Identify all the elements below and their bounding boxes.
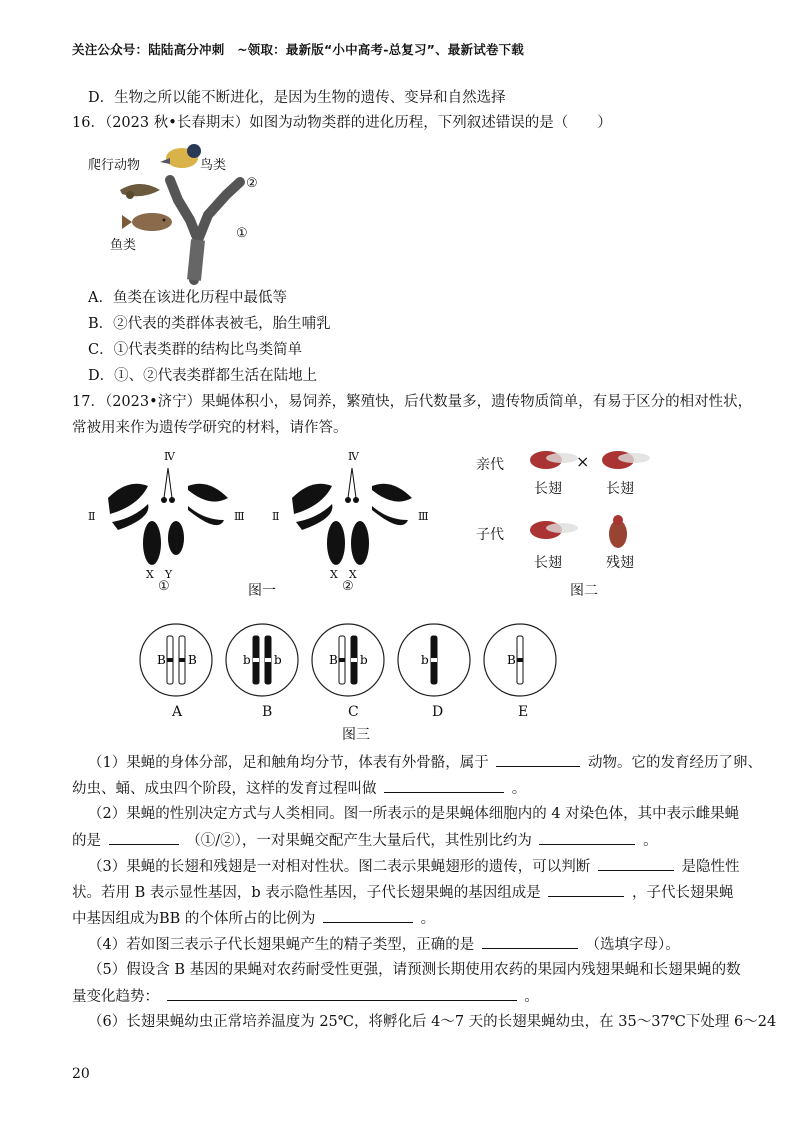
q17-p5-answer-blank[interactable] — [167, 986, 517, 1001]
fig3-allele-label: B — [188, 653, 197, 667]
fig1-left-sex-chromosomes: X Y — [146, 568, 173, 581]
q17-p3-line2 — [72, 882, 733, 903]
fig3-allele-label: b — [421, 653, 429, 667]
fig1-left-number: ① — [158, 579, 170, 594]
fig3-allele-label: b — [274, 653, 282, 667]
q17-p5-text-c: 。 — [524, 989, 539, 1005]
q17-p1-text-d: 。 — [511, 781, 527, 797]
fig2-offspring-label: 子代 — [476, 527, 504, 543]
q17-p3-text-b: 是隐性性 — [681, 859, 740, 875]
fig3-label-e: E — [518, 704, 529, 720]
label-fish: 鱼类 — [110, 238, 137, 253]
fig2-parent-label: 亲代 — [476, 457, 504, 473]
label-mark-1: ① — [236, 226, 248, 241]
q17-p3-text-d: ，子代长翅果蝇 — [631, 885, 734, 901]
q17-p4-line — [88, 934, 680, 955]
fig2-inheritance — [470, 448, 670, 598]
q17-p3-answer-blank-3[interactable] — [323, 908, 413, 923]
fig3-allele-label: B — [329, 653, 338, 667]
fig3-allele-label: B — [157, 653, 166, 667]
q17-p4-text-a: （4）若如图三表示子代长翅果蝇产生的精子类型，正确的是 — [88, 937, 475, 953]
q17-p3-answer-blank-1[interactable] — [598, 856, 674, 871]
q17-p2-text-d: 。 — [643, 833, 658, 849]
fig2-offspring1-trait: 长翅 — [534, 555, 562, 571]
fly-parent-2 — [602, 451, 650, 469]
q17-p2-line1: （2）果蝇的性别决定方式与人类相同。图一所表示的是果蝇体细胞内的 4 对染色体，其中表示雌果蝇 — [88, 806, 740, 822]
fig1-right-roman-ii: Ⅱ — [272, 510, 280, 523]
fig3-gene-locus — [265, 658, 271, 662]
fig3-gene-locus — [179, 658, 185, 662]
q17-p5-text-b: 量变化趋势： — [72, 989, 159, 1005]
fly-parent-1 — [530, 451, 578, 469]
fig1-left-roman-ii: Ⅱ — [88, 510, 96, 523]
fig3-label-a: A — [172, 704, 183, 720]
q17-p2-answer-blank-2[interactable] — [539, 830, 635, 845]
fig1-left-roman-iv: Ⅳ — [164, 450, 175, 463]
q17-stem-line1: 17．（2023•济宁）果蝇体积小，易饲养，繁殖快，后代数量多，遗传物质简单，有易于区分的相对性状， — [72, 394, 753, 410]
fig3-label-b: B — [262, 704, 273, 720]
fig2-parent1-trait: 长翅 — [534, 481, 562, 497]
fig1-chromosomes-left — [88, 448, 248, 598]
fig1-right-roman-iv: Ⅳ — [348, 450, 359, 463]
q16-stem: 16．（2023 秋•长春期末）如图为动物类群的进化历程，下列叙述错误的是（ ） — [72, 115, 612, 131]
label-reptile: 爬行动物 — [88, 158, 141, 173]
fig1-right-number: ② — [342, 579, 354, 594]
page-number: 20 — [72, 1066, 90, 1082]
fig3-allele-label: B — [507, 653, 516, 667]
fly-offspring-long — [530, 521, 578, 539]
previous-option-d: D．生物之所以能不断进化，是因为生物的遗传、变异和自然选择 — [88, 90, 506, 106]
fig1-left-roman-iii: Ⅲ — [234, 510, 245, 523]
q17-p1-line2 — [72, 778, 526, 799]
fig3-cell-a — [140, 624, 212, 696]
q17-p1-text-b: 动物。它的发育经历了卵、 — [587, 755, 762, 771]
fig1-caption: 图一 — [248, 583, 276, 599]
q17-p2-text-b: 的是 — [72, 833, 101, 849]
fig1-right-sex-chromosomes: X X — [330, 568, 357, 581]
fig3-gene-locus — [517, 658, 523, 662]
q17-p5-line2 — [72, 986, 539, 1007]
label-mark-2: ② — [246, 176, 258, 191]
fig3-gene-locus — [253, 658, 259, 662]
q17-p4-answer-blank[interactable] — [482, 934, 578, 949]
q16-option-c: C．①代表类群的结构比鸟类简单 — [88, 342, 303, 358]
fig1-right-roman-iii: Ⅲ — [418, 510, 429, 523]
q17-p3-text-a: （3）果蝇的长翅和残翅是一对相对性状。图二表示果蝇翅形的遗传，可以判断 — [88, 859, 591, 875]
q16-option-d: D．①、②代表类群都生活在陆地上 — [88, 368, 318, 384]
fig1-chromosomes-right — [272, 448, 432, 598]
fig3-cell-b — [226, 624, 298, 696]
fig2-caption: 图二 — [570, 583, 598, 599]
fig3-cell-e — [484, 624, 556, 696]
q17-p2-answer-blank-1[interactable] — [109, 830, 179, 845]
q17-p1-answer-blank-1[interactable] — [496, 752, 580, 767]
fig3-cells — [130, 620, 590, 710]
label-bird: 鸟类 — [200, 158, 227, 173]
q17-p6-line1: （6）长翅果蝇幼虫正常培养温度为 25℃，将孵化后 4～7 天的长翅果蝇幼虫，在 35～37℃下处理 6～24 — [88, 1014, 777, 1030]
q17-p2-text-c: （①/②），一对果蝇交配产生大量后代，其性别比约为 — [186, 833, 532, 849]
fig3-label-c: C — [348, 704, 359, 720]
fig3-allele-label: b — [360, 653, 368, 667]
fig2-cross-symbol: × — [576, 452, 590, 471]
fig3-gene-locus — [431, 658, 437, 662]
q16-option-a: A．鱼类在该进化历程中最低等 — [88, 290, 287, 306]
q17-p3-answer-blank-2[interactable] — [548, 882, 624, 897]
q17-p2-line2 — [72, 830, 658, 851]
q17-p3-text-f: 。 — [420, 911, 436, 927]
fig2-parent2-trait: 长翅 — [606, 481, 634, 497]
q17-p1-text-c: 幼虫、蛹、成虫四个阶段，这样的发育过程叫做 — [72, 781, 377, 797]
fig3-gene-locus — [351, 658, 357, 662]
q16-evolution-figure — [88, 140, 270, 280]
fig3-caption: 图三 — [342, 727, 370, 743]
q16-option-b: B．②代表的类群体表被毛，胎生哺乳 — [88, 316, 331, 332]
fig3-gene-locus — [339, 658, 345, 662]
fig3-cell-d — [398, 624, 470, 696]
q17-p1-line1 — [88, 752, 762, 773]
fig3-label-d: D — [432, 704, 444, 720]
q17-p4-text-b: （选填字母）。 — [585, 937, 680, 953]
q17-p3-text-e: 中基因组成为BB 的个体所占的比例为 — [72, 911, 316, 927]
q17-p3-line3 — [72, 908, 435, 929]
q17-stem-line2: 常被用来作为遗传学研究的材料，请作答。 — [72, 420, 348, 436]
fig3-allele-label: b — [243, 653, 251, 667]
q17-p1-text-a: （1）果蝇的身体分部，足和触角均分节，体表有外骨骼，属于 — [88, 755, 489, 771]
fig3-cell-c — [312, 624, 384, 696]
q17-p3-line1 — [88, 856, 739, 877]
fig3-gene-locus — [167, 658, 173, 662]
q17-p3-text-c: 状。若用 B 表示显性基因，b 表示隐性基因，子代长翅果蝇的基因组成是 — [72, 885, 541, 901]
fig2-offspring2-trait: 残翅 — [606, 555, 634, 571]
fly-offspring-vestigial — [609, 515, 627, 548]
q17-p1-answer-blank-2[interactable] — [384, 778, 504, 793]
q17-p5-line1: （5）假设含 B 基因的果蝇对农药耐受性更强，请预测长期使用农药的果园内残翅果蝇和长翅果蝇的数 — [88, 962, 741, 978]
page-header: 关注公众号：陆陆高分冲刺 ~领取：最新版“小中高考-总复习”、最新试卷下载 — [72, 42, 524, 57]
fig3-sperm-types — [130, 620, 590, 750]
